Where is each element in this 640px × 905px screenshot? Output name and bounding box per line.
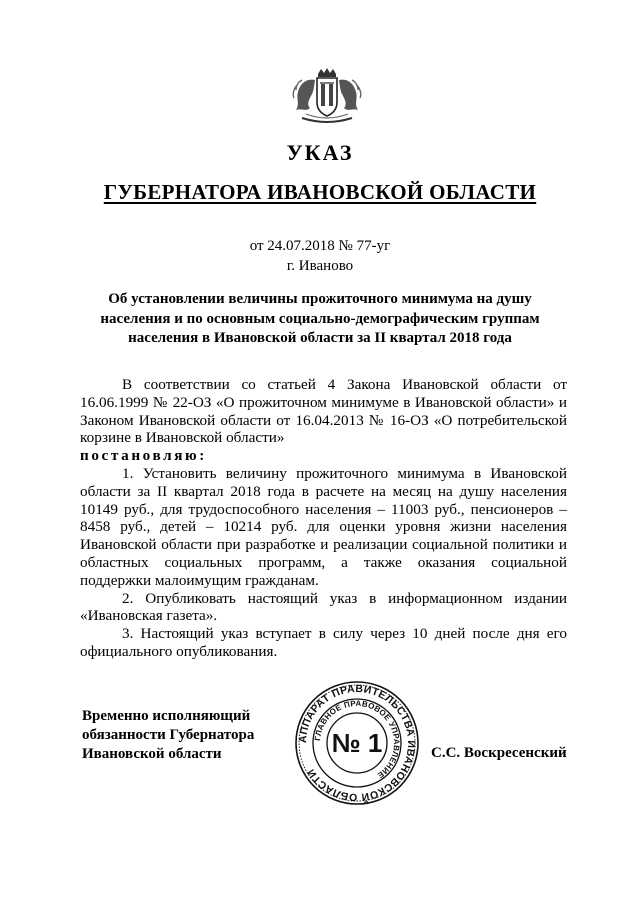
decree-body	[80, 376, 567, 661]
item-2: 2. Опубликовать настоящий указ в информационном издании «Ивановская газета».	[80, 589, 567, 625]
signatory-name: С.С. Воскресенский	[431, 745, 567, 761]
signatory-position	[82, 707, 254, 764]
heading-line: Об установлении величины прожиточного минимума на душу	[108, 291, 532, 307]
heading-line: населения и по основным социально-демографическим группам	[100, 310, 540, 327]
official-stamp	[294, 680, 420, 806]
item-3: 3. Настоящий указ вступает в силу через 10 дней после дня его официального опубликования.	[80, 625, 567, 660]
stamp-outer-text: АППАРАТ ПРАВИТЕЛЬСТВА ИВАНОВСКОЙ ОБЛАСТИ	[296, 682, 418, 804]
position-line: Ивановской области	[82, 746, 222, 762]
preamble: В соответствии со статьей 4 Закона Ивановской области от 16.06.1999 № 22-ОЗ «О прожиточном минимуме в Ивановской области» и Законом Ивановской области от 16.04.2013 № 16-ОЗ «О потребительской корзине в Ивановской области»	[80, 376, 567, 447]
document-title: УКАЗ	[286, 140, 354, 165]
position-line: обязанности Губернатора	[82, 727, 255, 743]
decree-heading	[100, 290, 540, 349]
city: г. Иваново	[286, 258, 354, 274]
document-subtitle: ГУБЕРНАТОРА ИВАНОВСКОЙ ОБЛАСТИ	[103, 180, 537, 204]
stamp-number: № 1	[331, 728, 383, 758]
date-number: от 24.07.2018 № 77-уг	[249, 238, 391, 254]
position-line: Временно исполняющий	[82, 708, 251, 724]
heading-line: населения в Ивановской области за II квартал 2018 года	[128, 330, 512, 346]
coat-of-arms-icon	[288, 68, 366, 126]
stamp-inner-text: ГЛАВНОЕ ПРАВОВОЕ УПРАВЛЕНИЕ	[313, 698, 402, 780]
decree-word: постановляю:	[80, 447, 207, 465]
item-1: 1. Установить величину прожиточного минимума в Ивановской области за II квартал 2018 года в расчете на месяц на душу населения 10149 руб., для трудоспособного населения – 11003 руб., пенсионеров – 8458 руб., детей – 10214 руб. для оценки уровня жизни населения Ивановской области при разработке и реализации социальной политики и областных социальных программ, а также оказания социальной поддержки малоимущим гражданам.	[80, 464, 567, 589]
